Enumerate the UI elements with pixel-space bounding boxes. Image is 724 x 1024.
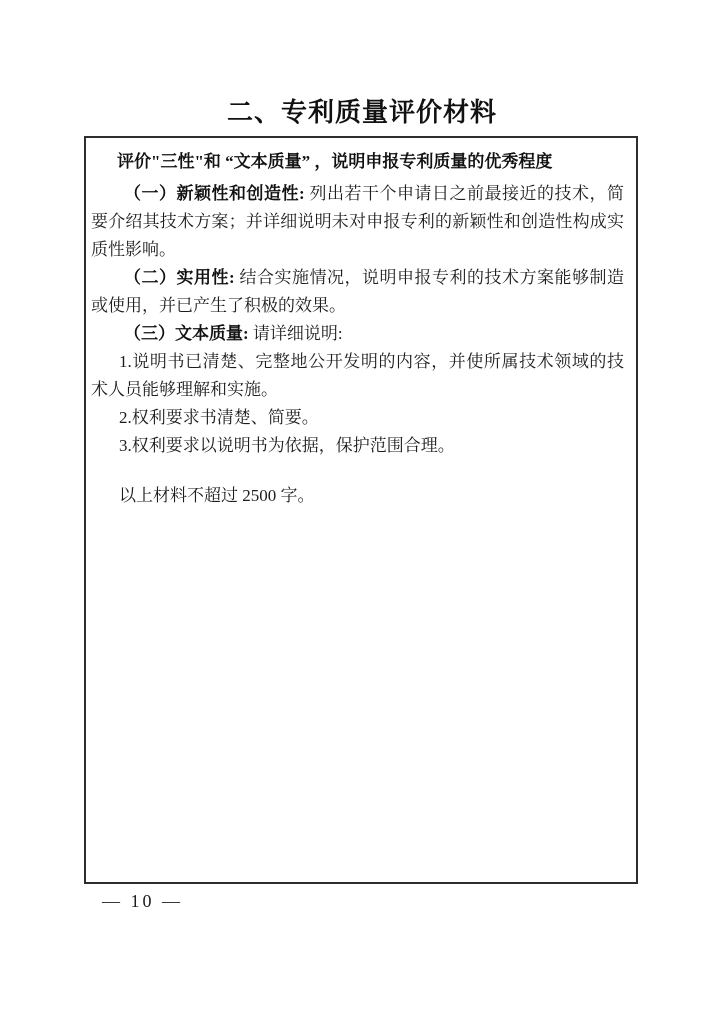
paragraph-practicality xyxy=(91,264,624,320)
page-number: — 10 — xyxy=(102,891,183,911)
paragraph-text-quality-label: （三）文本质量: xyxy=(124,324,253,343)
word-limit-note: 以上材料不超过 2500 字。 xyxy=(119,486,315,505)
evaluation-material-content xyxy=(86,138,636,510)
evaluation-material-box xyxy=(84,136,638,884)
list-item-description-clarity: 1.说明书已清楚、完整地公开发明的内容，并使所属技术领域的技术人员能够理解和实施。 xyxy=(91,352,624,399)
list-item-claims-scope: 3.权利要求以说明书为依据，保护范围合理。 xyxy=(119,436,455,455)
box-header-instruction: 评价"三性"和 “文本质量” ，说明申报专利质量的优秀程度 xyxy=(117,152,553,171)
paragraph-novelty-creativity-label: （一）新颖性和创造性: xyxy=(124,184,310,203)
page-title: 二、专利质量评价材料 xyxy=(226,98,497,127)
paragraph-novelty-creativity-text: 列出若干个申请日之前最接近的技术，简要介绍其技术方案；并详细说明未对申报专利的新颖性和创造性构成实质性影响。 xyxy=(91,184,624,259)
paragraph-novelty-creativity xyxy=(91,180,624,264)
paragraph-practicality-label: （二）实用性: xyxy=(124,268,240,287)
list-item-claims-concise: 2.权利要求书清楚、简要。 xyxy=(119,408,319,427)
paragraph-text-quality xyxy=(91,320,624,348)
paragraph-practicality-text: 结合实施情况，说明申报专利的技术方案能够制造或使用，并已产生了积极的效果。 xyxy=(91,268,624,315)
paragraph-text-quality-text: 请详细说明: xyxy=(252,324,343,343)
